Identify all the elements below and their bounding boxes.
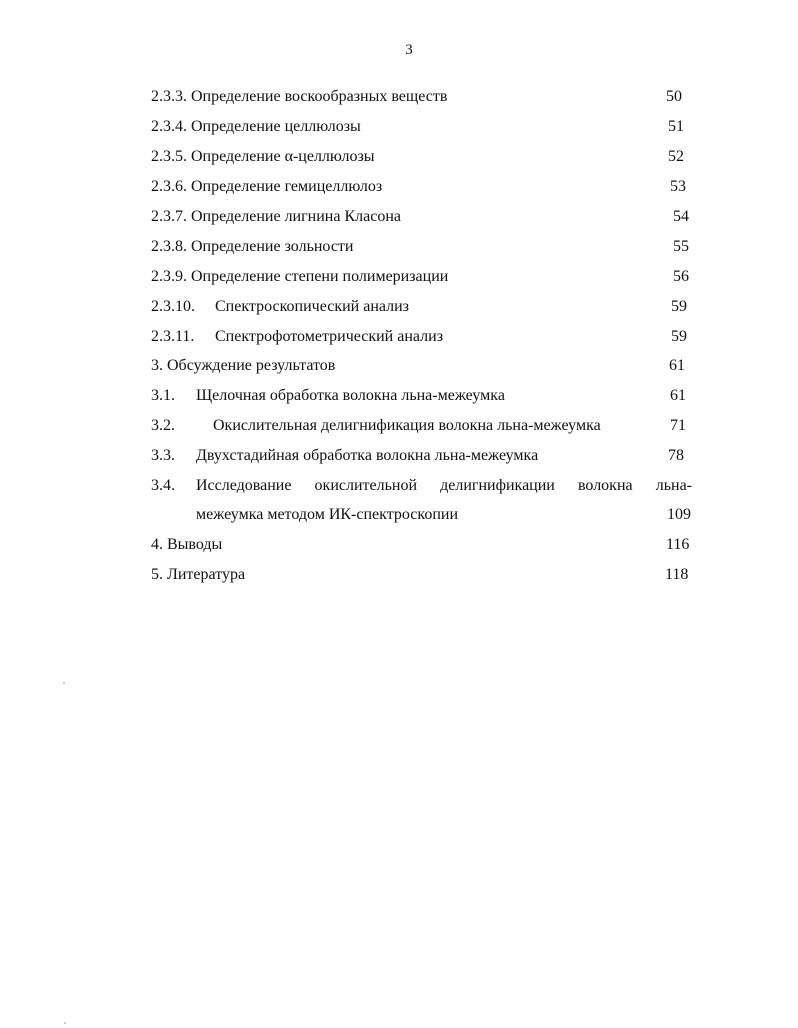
toc-entry-page: 51 — [668, 118, 684, 135]
toc-entry-title: Определение α-целлюлозы — [191, 148, 375, 165]
toc-entry-number: 3.4. — [151, 477, 175, 494]
toc-entry-page: 50 — [666, 88, 682, 105]
toc-entry — [151, 207, 401, 227]
toc-entry-title: Спектрофотометрический анализ — [215, 328, 444, 345]
toc-entry-number: 2.3.11. — [151, 328, 195, 345]
toc-entry-number: 4. — [151, 536, 163, 553]
toc-entry-title: Определение степени полимеризации — [191, 268, 449, 285]
toc-entry — [151, 87, 447, 107]
toc-entry-title: Определение воскообразных веществ — [191, 88, 448, 105]
toc-entry-title-line2: межеумка методом ИК-спектроскопии — [196, 506, 459, 523]
toc-entry-title: Определение лигнина Класона — [191, 208, 401, 225]
toc-entry-page: 52 — [668, 148, 684, 165]
toc-entry-page: 61 — [669, 357, 685, 374]
toc-entry-page: 59 — [671, 298, 687, 315]
toc-entry-title: Двухстадийная обработка волокна льна-межеумка — [196, 447, 539, 464]
toc-entry-number: 3.2. — [151, 417, 175, 434]
toc-entry-page: 71 — [670, 417, 686, 434]
toc-entry-title: Спектроскопический анализ — [215, 298, 409, 315]
toc-entry — [151, 297, 409, 317]
toc-entry-title: Определение зольности — [191, 238, 354, 255]
toc-entry-title: Выводы — [167, 536, 223, 553]
toc-entry-title: Окислительная делигнификация волокна льна-межеумка — [213, 417, 601, 434]
toc-entry — [151, 117, 361, 137]
toc-entry-number: 2.3.4. — [151, 118, 187, 135]
toc-entry-page: 59 — [671, 328, 687, 345]
toc-entry-number: 2.3.10. — [151, 298, 195, 315]
toc-entry-page: 116 — [666, 536, 690, 553]
toc-entry — [151, 416, 601, 436]
toc-entry-title: Литература — [167, 566, 246, 583]
toc-entry-number: 3. — [151, 357, 163, 374]
toc-entry-number: 2.3.8. — [151, 238, 187, 255]
toc-entry-page: 109 — [667, 506, 691, 523]
toc-entry-number: 3.3. — [151, 447, 175, 464]
toc-entry-number: 2.3.3. — [151, 88, 187, 105]
toc-entry — [151, 565, 245, 585]
toc-entry — [151, 386, 505, 406]
toc-entry — [151, 177, 382, 197]
toc-entry-page: 54 — [673, 208, 689, 225]
toc-entry-title: Определение целлюлозы — [191, 118, 361, 135]
toc-entry-title: Щелочная обработка волокна льна-межеумка — [196, 387, 505, 404]
toc-entry-title-line1: Исследование окислительной делигнификации волокна льна- — [196, 477, 692, 494]
toc-entry — [151, 356, 335, 376]
scan-speck — [63, 682, 65, 684]
toc-entry-page: 118 — [665, 566, 689, 583]
toc-entry-page: 53 — [670, 178, 686, 195]
scan-speck — [64, 1022, 66, 1024]
toc-entry-number: 2.3.6. — [151, 178, 187, 195]
toc-entry — [151, 446, 538, 466]
toc-entry — [151, 237, 353, 257]
toc-entry — [151, 535, 222, 555]
toc-entry-number: 3.1. — [151, 387, 175, 404]
toc-entry-title: Обсуждение результатов — [167, 357, 336, 374]
toc-entry-page: 56 — [673, 268, 689, 285]
toc-entry-page: 61 — [670, 387, 686, 404]
toc-entry-page: 55 — [673, 238, 689, 255]
toc-entry-page: 78 — [668, 447, 684, 464]
toc-entry-number: 2.3.9. — [151, 268, 187, 285]
toc-entry-number: 2.3.5. — [151, 148, 187, 165]
toc-entry-title: Определение гемицеллюлоз — [191, 178, 383, 195]
toc-entry-number: 5. — [151, 566, 163, 583]
page-number: 3 — [405, 42, 413, 58]
toc-entry — [151, 327, 443, 347]
toc-entry — [151, 267, 448, 287]
toc-entry — [151, 147, 375, 167]
toc-entry-number: 2.3.7. — [151, 208, 187, 225]
